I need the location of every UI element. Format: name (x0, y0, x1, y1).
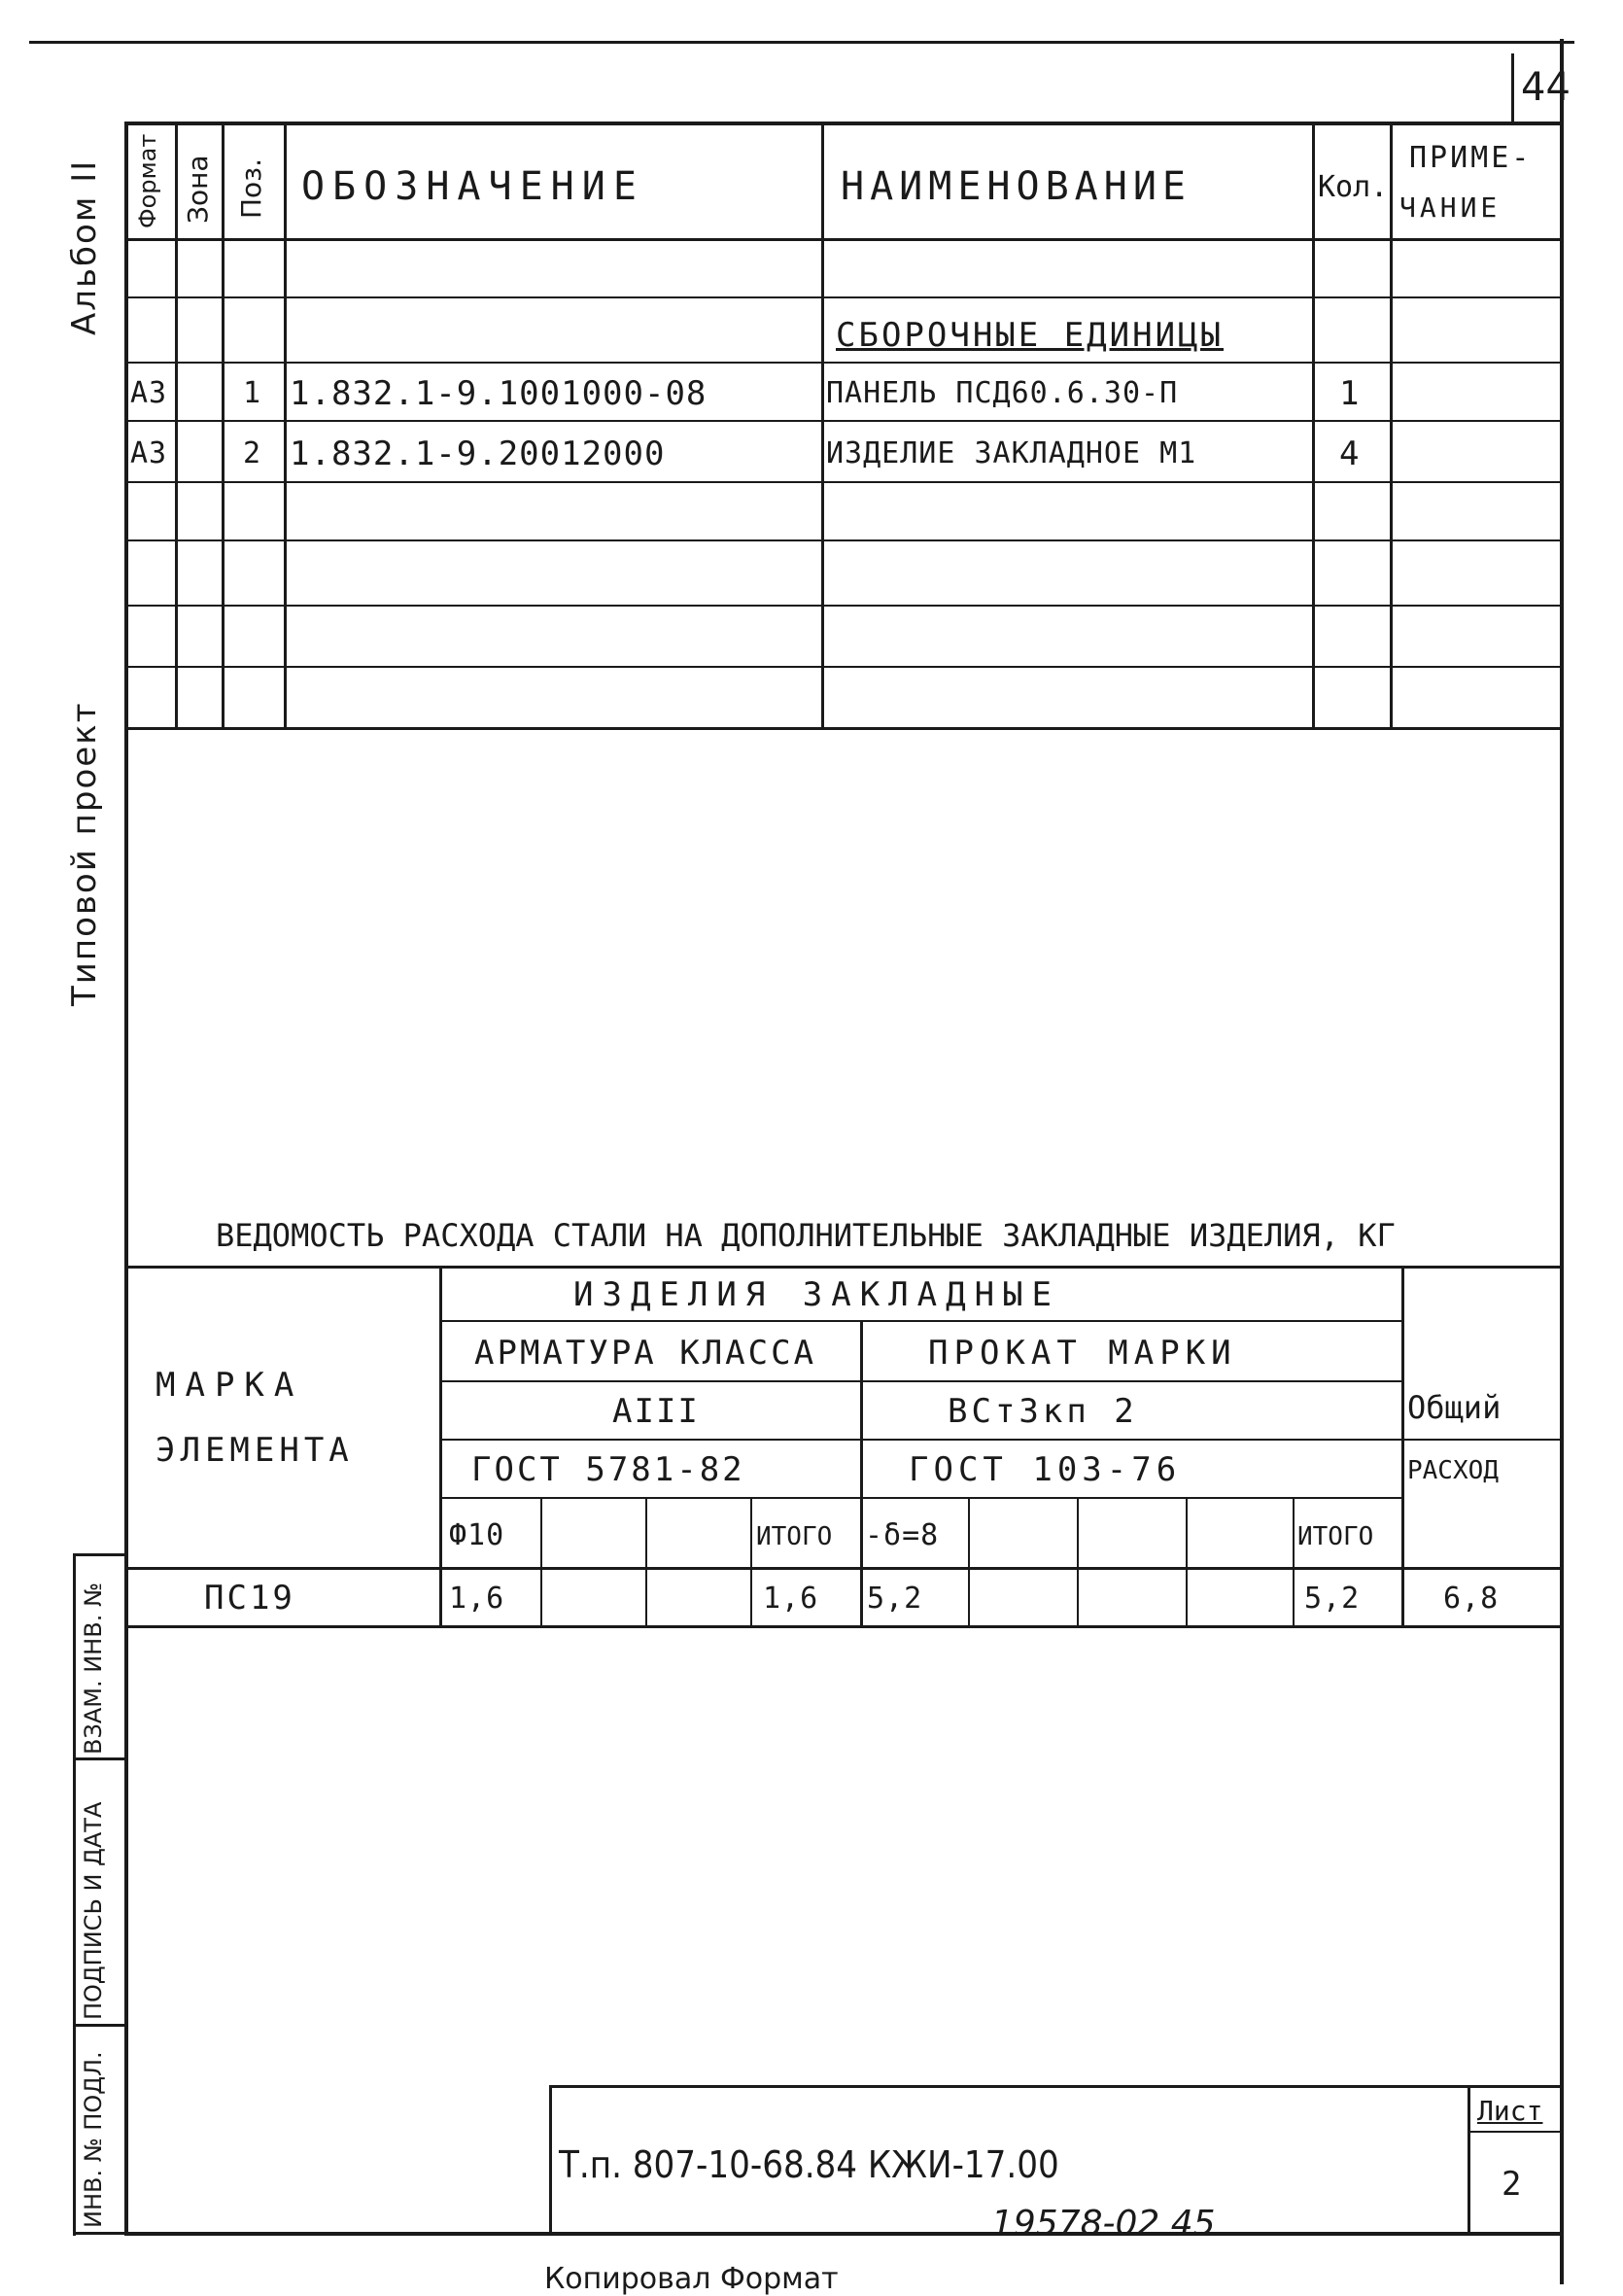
rolled-gost: ГОСТ 103-76 (909, 1450, 1182, 1489)
rolled-mark: ПРОКАТ МАРКИ (928, 1334, 1237, 1373)
row-grand-total: 6,8 (1443, 1582, 1500, 1616)
col-total-rebar: ИТОГО (756, 1522, 833, 1551)
row-delta8: 5,2 (867, 1582, 923, 1616)
frame-right (1560, 39, 1564, 2284)
top-border-line (29, 41, 1574, 44)
row1-qty: 1 (1339, 374, 1362, 413)
title-code: Т.п. 807-10-68.84 КЖИ-17.00 (559, 2143, 1059, 2186)
row-total-rolled: 5,2 (1304, 1582, 1361, 1616)
stamp-vzam: ВЗАМ. ИНВ. № (80, 1583, 107, 1755)
header-designation: ОБОЗНАЧЕНИЕ (301, 164, 644, 209)
bottom-cut-text: Копировал Формат (544, 2262, 839, 2296)
row1-format: А3 (130, 376, 168, 410)
row-total-rebar: 1,6 (763, 1582, 819, 1616)
total-header-2: РАСХОД (1407, 1456, 1499, 1485)
project-label: Типовой проект (65, 701, 104, 1006)
header-zone: Зона (182, 155, 214, 224)
sheet-label: Лист (1477, 2095, 1543, 2127)
stamp-sign-date: ПОДПИСЬ И ДАТА (80, 1801, 107, 2020)
row2-name: ИЗДЕЛИЕ ЗАКЛАДНОЕ М1 (826, 436, 1197, 470)
header-note-1: ПРИМЕ- (1409, 141, 1533, 175)
page-number-box-left (1511, 53, 1514, 123)
header-note-2: ЧАНИЕ (1399, 191, 1502, 224)
header-qty: Кол. (1318, 170, 1389, 204)
rolled-grade: ВСт3кп 2 (948, 1392, 1138, 1431)
row1-name: ПАНЕЛЬ ПСД60.6.30-П (826, 376, 1179, 410)
frame-bottom (124, 2232, 1563, 2236)
rebar-gost: ГОСТ 5781-82 (471, 1450, 745, 1489)
row2-qty: 4 (1339, 435, 1362, 473)
steel-table-title: ВЕДОМОСТЬ РАСХОДА СТАЛИ НА ДОПОЛНИТЕЛЬНЫЕ ЗАКЛАДНЫЕ ИЗДЕЛИЯ, КГ (216, 1217, 1396, 1254)
header-name: НАИМЕНОВАНИЕ (841, 164, 1191, 209)
col-delta8: -δ=8 (865, 1518, 940, 1552)
header-format: Формат (134, 133, 161, 228)
frame-left (124, 122, 128, 2236)
sheet-number: 2 (1502, 2165, 1522, 2204)
album-label: Альбом II (65, 158, 104, 335)
row1-pos: 1 (243, 376, 262, 410)
handwritten-code: 19578-02 45 (991, 2204, 1216, 2244)
row-mark: ПС19 (204, 1579, 295, 1618)
products-header: ИЗДЕЛИЯ ЗАКЛАДНЫЕ (573, 1275, 1060, 1314)
col-total-rolled: ИТОГО (1297, 1522, 1374, 1551)
col-phi10: Ф10 (449, 1518, 505, 1552)
header-pos: Поз. (235, 158, 267, 219)
total-header-1: Общий (1407, 1389, 1502, 1426)
row2-format: А3 (130, 436, 168, 470)
stamp-inv-orig: ИНВ. № ПОДЛ. (80, 2051, 107, 2228)
row2-designation: 1.832.1-9.20012000 (290, 435, 666, 473)
rebar-grade: АIII (612, 1392, 700, 1431)
section-title: СБОРОЧНЫЕ ЕДИНИЦЫ (836, 316, 1224, 355)
row-phi10: 1,6 (449, 1582, 505, 1616)
rebar-class: АРМАТУРА КЛАССА (474, 1334, 817, 1373)
frame-top (124, 122, 1563, 125)
element-mark-line1: МАРКА (155, 1366, 304, 1405)
page-number: 44 (1521, 65, 1571, 110)
row1-designation: 1.832.1-9.1001000-08 (290, 374, 708, 413)
element-mark-line2: ЭЛЕМЕНТА (155, 1431, 354, 1470)
row2-pos: 2 (243, 436, 262, 470)
